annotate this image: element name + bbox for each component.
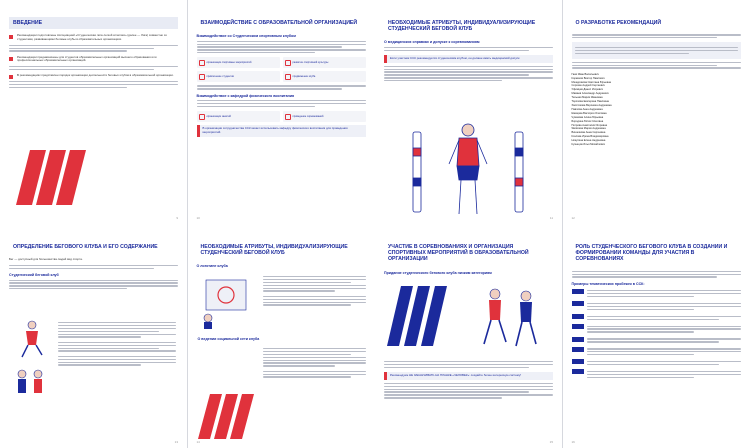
text-lines [384,47,553,51]
note-text: В организации сотрудничества ССК может использовать кафедру физического воспитания для проведения мероприятий. [202,126,348,134]
intro-paragraph: В рекомендациях представлен порядок организации деятельности беговых клубов в образовательной организации. [17,73,174,78]
page-interaction [188,0,375,224]
feature-card [197,71,280,82]
contributors-list [572,73,741,147]
logo-text [263,274,366,310]
feature-card [283,57,366,68]
example-item [572,347,741,357]
group-illustration [10,364,50,404]
page-number: 11 [549,216,553,220]
intro-paragraph: Рекомендации подготовлены Ассоциацией «Студенческая лига легкой атлетики» (далее — Лига) совместно со студентами, развивающими беговые клубы в образовательных организациях. [17,33,167,41]
page-title: НЕОБХОДИМЫЕ АТРИБУТЫ, ИНДИВИДУАЛИЗИРУЮЩИЕ СТУДЕНЧЕСКИЙ БЕГОВОЙ КЛУБ [388,20,536,33]
card-label: организация спортивных мероприятий [206,61,252,65]
run-badge [572,289,584,294]
text-lines [9,66,178,70]
page-title: ВВЕДЕНИЕ [9,17,178,29]
page-number: 16 [571,440,575,444]
logo-design-illustration [198,274,258,329]
highlight-box [384,55,553,63]
text-lines [9,45,178,52]
page-introduction [0,0,187,224]
contributor: Шевцова Виктория Олеговна [571,111,607,115]
example-item [572,301,741,311]
contributor: Мещерякова Светлана Юрьевна [571,80,611,84]
highlight-box [384,372,553,380]
schedule-icon [199,114,205,120]
logo-stripes-icon [387,286,447,346]
definition-details [58,320,176,370]
intro-block-2 [9,56,178,63]
feature-card [283,71,366,82]
section-heading: О медицинских справках и допуске к соревнованиям [384,40,480,45]
card-row [197,111,366,122]
page-attributes-2 [188,224,375,448]
megaphone-icon [285,74,291,80]
example-item [572,324,741,334]
contributor: Хвостикова Вероника Андреевна [571,103,612,107]
feature-card [197,57,280,68]
runner-illustration [10,319,50,359]
page-title: УЧАСТИЕ В СОРЕВНОВАНИЯХ И ОРГАНИЗАЦИЯ СПОРТИВНЫХ МЕРОПРИЯТИЙ В ОБРАЗОВАТЕЛЬНОЙ ОРГАНИЗАЦИИ [388,244,529,263]
text-lines [384,361,553,368]
text-lines [197,100,366,107]
intro-block-3 [9,74,178,78]
page-attributes [375,0,562,224]
info-box [572,42,741,58]
contributor: Сорокин Андрей Сергеевич [571,84,605,88]
contributor: Бородина Юлия Олеговна [571,119,604,123]
example-item [572,337,741,344]
examples-list [572,289,741,380]
text-lines [263,348,366,367]
text-lines [572,271,741,278]
contributor: Петрова Анастасия Игоревна [571,123,608,127]
trophy-icon [285,114,291,120]
page-title: РОЛЬ СТУДЕНЧЕСКОГО БЕГОВОГО КЛУБА В СОЗДАНИИ И ФОРМИРОВАНИИ КОМАНДЫ ДЛЯ УЧАСТИЯ В СОРЕВНОВАНИЯХ [575,244,728,263]
example-item [572,369,741,379]
page-number: 15 [549,440,553,444]
contributor: Яковлева Мария Андреевна [571,127,606,131]
note-box [197,125,366,136]
contributor: Никулина Елена Андреевна [571,139,606,143]
contributor: Тельная Мария Ивановна [571,96,603,100]
text-lines [572,62,741,69]
page-title: НЕОБХОДИМЫЕ АТРИБУТЫ, ИНДИВИДУАЛИЗИРУЮЩИЕ СТУДЕНЧЕСКИЙ БЕГОВОЙ КЛУБ [200,244,348,257]
text-lines [575,47,738,54]
run-badge [572,324,584,329]
page-title: ОПРЕДЕЛЕНИЕ БЕГОВОГО КЛУБА И ЕГО СОДЕРЖАНИЕ [13,244,158,250]
card-label: развитие спортивной культуры [292,61,329,65]
card-label: организация занятий [206,115,231,119]
page-title: ВЗАИМОДЕЙСТВИЕ С ОБРАЗОВАТЕЛЬНОЙ ОРГАНИЗАЦИЕЙ [200,20,358,26]
people-icon [199,74,205,80]
intro-paragraph: Рекомендации предназначены для студентов образовательных организаций высшего образования или профессиональных образовательных организаций. [17,54,157,63]
page-number: 12 [571,216,575,220]
contributor: Козлова Ирина Владимировна [571,135,609,139]
section-heading: О ведении социальной сети клуба [197,337,260,341]
text-lines [58,356,176,366]
contributor: Коржиков Виктор Павлович [571,76,605,80]
contributor: Мамаев Александр Андреевич [571,92,609,96]
feature-card [283,111,366,122]
text-lines [58,342,176,352]
run-badge [572,369,584,374]
text-lines [384,383,553,399]
page-number: 9 [176,216,178,220]
contributor: Уфимцев Данил Игоревич [571,88,604,92]
run-badge [572,314,584,319]
competitions-body [384,359,553,403]
highlight-text: Если участник ССК рекомендуется студенческим клубом, он должен иметь медицинский допуск. [390,56,521,60]
section-heading: Взаимодействие со Студенческим спортивным клубом [196,34,296,39]
page-about-recommendations [563,0,750,224]
run-badge [572,337,584,342]
contributor: Гаев Иван Васильевич [571,72,599,76]
logo-stripes-icon [10,150,100,205]
text-lines [9,81,178,88]
text-lines [263,276,366,292]
text-lines [9,265,178,269]
highlight-text: Рекомендуем НЕ ЗАКАНЧИВАТЬ НА ПЛАНКЕ «ЧЕЛОВЕК»: создайте более интересную систему! [390,373,522,378]
card-label: проведение соревнований [292,115,324,119]
page-title: О РАЗРАБОТКЕ РЕКОМЕНДАЦИЙ [575,20,662,26]
intro-block-1 [9,34,178,41]
event-icon [199,60,205,66]
lead-text: Бег — доступный для большинства людей вид спорта. [9,257,83,262]
uniform-illustration [393,118,543,218]
section-heading: О логотипе клуба [196,264,228,269]
page-competitions [375,224,562,448]
example-item [572,314,741,321]
page-number: 14 [196,440,200,444]
page-number: 10 [196,216,200,220]
page-definition [0,224,187,448]
page-team-role [563,224,750,448]
contributor: Павлова Анна Андреевна [571,107,603,111]
text-lines [58,322,176,338]
card-label: продвижение клуба [292,75,316,79]
section-heading: Придание студенческого бегового клуба низким категориям [384,270,492,275]
section-heading: Студенческий беговой клуб [9,273,59,278]
text-lines [263,371,366,378]
page-number: 13 [174,440,178,444]
contributor: Кузнецов Илья Михайлович [571,143,606,147]
logo-stripes-icon [198,394,258,439]
run-badge [572,359,584,364]
contributor: Чумакова Алина Юрьевна [571,115,604,119]
text-lines [384,66,553,82]
contributor: Торопова Екатерина Павловна [571,100,609,104]
text-lines [572,34,741,38]
card-label: привлечение студентов [206,75,234,79]
text-lines [197,41,366,54]
example-item [572,289,741,299]
section-heading: Взаимодействие с кафедрой физического воспитания [196,93,295,98]
card-row [197,57,366,68]
run-badge [572,347,584,352]
run-badge [572,301,584,306]
feature-card [197,111,280,122]
card-row [197,71,366,82]
social-text [263,346,366,382]
culture-icon [285,60,291,66]
section-heading: Примеры тематических пробежек в ССК: [571,281,645,286]
athletes-illustration [470,284,550,354]
example-item [572,359,741,366]
contributor: Вишнякова Анна Сергеевна [571,131,606,135]
text-lines [9,280,178,290]
social-section [198,334,366,343]
text-lines [263,296,366,306]
text-lines [197,85,366,89]
